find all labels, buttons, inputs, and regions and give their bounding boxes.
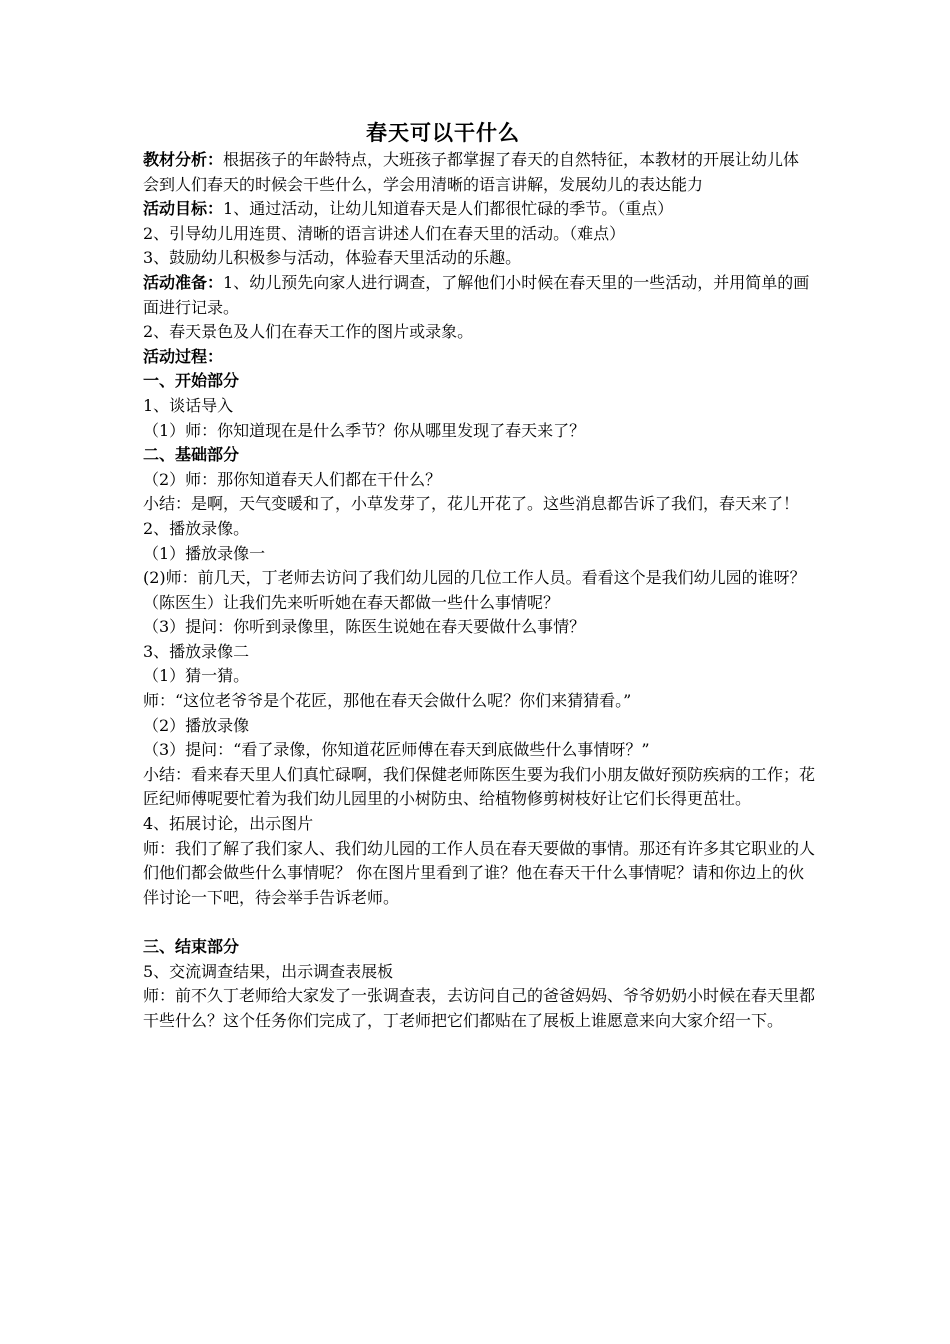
text-paragraph: 师：前不久丁老师给大家发了一张调查表，去访问自己的爸爸妈妈、爷爷奶奶小时候在春天里都干些什么？这个任务你们完成了，丁老师把它们都贴在了展板上谁愿意来向大家介绍一下。 bbox=[143, 986, 816, 1030]
blank-line bbox=[143, 910, 815, 935]
preparation-paragraph bbox=[143, 271, 815, 320]
text-line: 1、谈话导入 bbox=[143, 395, 234, 415]
section-heading-basic: 二、基础部分 bbox=[143, 445, 240, 465]
goals-label: 活动目标： bbox=[143, 199, 224, 219]
text-line: （3）提问：“看了录像，你知道花匠师傅在春天到底做些什么事情呀？” bbox=[143, 740, 650, 760]
document-body bbox=[143, 148, 815, 1033]
goal-1: 1、通过活动，让幼儿知道春天是人们都很忙碌的季节。（重点） bbox=[223, 199, 674, 219]
text-line: 2、播放录像。 bbox=[143, 518, 250, 538]
text-line: （3）提问：你听到录像里，陈医生说她在春天要做什么事情？ bbox=[143, 617, 586, 637]
text-line: （1）猜一猜。 bbox=[143, 666, 250, 686]
text-line: （1）播放录像一 bbox=[143, 543, 266, 563]
text-line: 3、播放录像二 bbox=[143, 641, 250, 661]
section-heading-end: 三、结束部分 bbox=[143, 937, 240, 956]
text-paragraph: 师：我们了解了我们家人、我们幼儿园的工作人员在春天要做的事情。那还有许多其它职业的人们他们都会做些什么事情呢？ 你在图片里看到了谁？他在春天干什么事情呢？请和你边上的伙伴讨论一下吧，待会举手告诉老师。 bbox=[143, 838, 816, 907]
summary-paragraph: 小结：看来春天里人们真忙碌啊，我们保健老师陈医生要为我们小朋友做好预防疾病的工作；花匠纪师傅呢要忙着为我们幼儿园里的小树防虫、给植物修剪树枝好让它们长得更茁壮。 bbox=[143, 764, 816, 809]
summary-paragraph: 小结：是啊，天气变暖和了，小草发芽了，花儿开花了。这些消息都告诉了我们，春天来了！ bbox=[143, 494, 800, 514]
goals-paragraph bbox=[143, 197, 815, 222]
document-title: 春天可以干什么 bbox=[366, 121, 520, 145]
material-analysis-paragraph bbox=[143, 148, 815, 197]
text-line: （1）师：你知道现在是什么季节？你从哪里发现了春天来了？ bbox=[143, 420, 586, 440]
preparation-1: 1、幼儿预先向家人进行调查，了解他们小时候在春天里的一些活动，并用简单的画面进行记录。 bbox=[143, 272, 810, 317]
preparation-label: 活动准备： bbox=[143, 272, 224, 292]
text-line: （2）师：那你知道春天人们都在干什么？ bbox=[143, 469, 442, 489]
goal-2: 2、引导幼儿用连贯、清晰的语言讲述人们在春天里的活动。（难点） bbox=[143, 223, 626, 243]
text-line: （2）播放录像 bbox=[143, 715, 250, 735]
section-heading-start: 一、开始部分 bbox=[143, 371, 240, 391]
text-line: 师：“这位老爷爷是个花匠，那他在春天会做什么呢？你们来猜猜看。” bbox=[143, 691, 632, 711]
text-line: 4、拓展讨论，出示图片 bbox=[143, 814, 314, 834]
process-heading: 活动过程： bbox=[143, 346, 224, 366]
text-paragraph: (2)师：前几天，丁老师去访问了我们幼儿园的几位工作人员。看看这个是我们幼儿园的谁呀？（陈医生）让我们先来听听她在春天都做一些什么事情呢？ bbox=[143, 568, 806, 612]
text-line: 5、交流调查结果，出示调查表展板 bbox=[143, 961, 394, 981]
goal-3: 3、鼓励幼儿积极参与活动，体验春天里活动的乐趣。 bbox=[143, 248, 522, 268]
material-analysis-text: 根据孩子的年龄特点，大班孩子都掌握了春天的自然特征，本教材的开展让幼儿体会到人们春天的时候会干些什么，学会用清晰的语言讲解，发展幼儿的表达能力 bbox=[143, 150, 800, 194]
preparation-2: 2、春天景色及人们在春天工作的图片或录象。 bbox=[143, 322, 474, 342]
material-analysis-label: 教材分析： bbox=[143, 150, 224, 169]
